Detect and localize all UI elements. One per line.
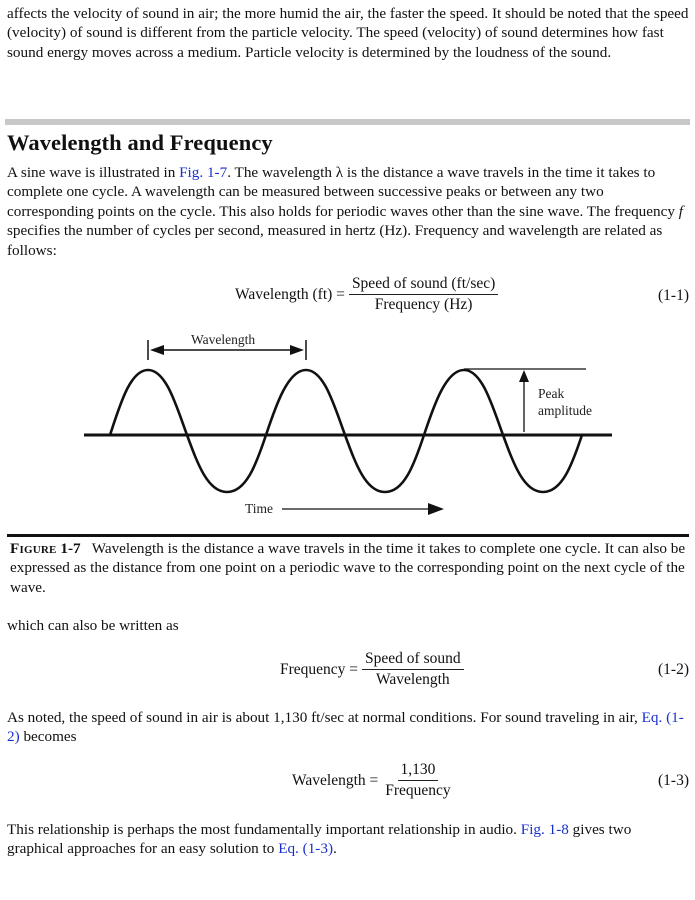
amplitude-label: amplitude: [538, 403, 592, 418]
fig-1-8-link[interactable]: Fig. 1-8: [520, 821, 569, 838]
wavelength-arrowhead-right: [290, 345, 304, 355]
wavelength-label: Wavelength: [191, 332, 256, 347]
peak-label: Peak: [538, 386, 565, 401]
wavelength-arrowhead-left: [150, 345, 164, 355]
eq1-lhs: Wavelength (ft) =: [235, 285, 345, 303]
eq1-number: (1-1): [658, 287, 689, 304]
figure-caption-number: 1-7: [60, 540, 81, 557]
figure-caption-label: Figure: [10, 540, 57, 557]
sine-wave-curve: [110, 370, 582, 492]
figure-caption-rule: [7, 534, 689, 537]
speed-paragraph: [7, 708, 691, 747]
eq-1-2-link[interactable]: Eq. (1-2): [7, 709, 684, 746]
eq1-denominator: Frequency (Hz): [374, 296, 473, 313]
section-title: Wavelength and Frequency: [7, 130, 273, 155]
eq3-numerator: 1,130: [398, 761, 439, 781]
speed-text-1: As noted, the speed of sound in air is about 1,130 ft/sec at normal conditions. For sound traveling in air,: [7, 709, 642, 726]
closing-paragraph: [7, 820, 691, 859]
intro-text-3: specifies the number of cycles per second, measured in hertz (Hz). Frequency and wavelength are related as follows:: [7, 222, 663, 259]
closing-text-3: .: [333, 840, 337, 858]
eq2-denominator: Wavelength: [376, 671, 450, 688]
peak-amplitude-arrowhead: [519, 370, 529, 382]
frequency-symbol: f: [678, 202, 683, 220]
eq2-number: (1-2): [658, 661, 689, 678]
eq1-fraction: [349, 275, 498, 314]
eq1-numerator: Speed of sound (ft/sec): [349, 275, 498, 295]
section-divider: [5, 119, 690, 125]
equation-1-1: [235, 275, 498, 314]
intro-paragraph: [7, 163, 691, 260]
equation-1-2: [280, 650, 464, 689]
speed-text-2: becomes: [19, 728, 77, 746]
figure-caption: [10, 539, 686, 597]
time-arrowhead: [428, 503, 444, 515]
closing-text-2: gives two graphical approaches for an easy solution to: [7, 821, 632, 858]
eq2-numerator: Speed of sound: [362, 650, 464, 670]
eq3-number: (1-3): [658, 772, 689, 789]
eq3-fraction: [382, 761, 453, 800]
equation-1-3: [292, 761, 454, 800]
eq2-lhs: Frequency =: [280, 660, 359, 678]
figure-1-7-sine-wave: [0, 320, 695, 532]
eq3-lhs: Wavelength =: [292, 771, 379, 789]
transition-text: which can also be written as: [7, 617, 179, 634]
eq2-fraction: [362, 650, 464, 689]
top-paragraph: affects the velocity of sound in air; the more humid the air, the faster the speed. It should be noted that the speed (velocity) of sound is different from the particle velocity. The speed (velocity) of sound determines how fast sound energy moves across a medium. Particle velocity is determined by the loudness of the sound.: [7, 5, 689, 61]
eq3-denominator: Frequency: [385, 782, 451, 799]
closing-text-1: This relationship is perhaps the most fundamentally important relationship in audio.: [7, 821, 521, 838]
fig-1-7-link[interactable]: Fig. 1-7: [179, 164, 228, 181]
figure-caption-text: Wavelength is the distance a wave travels in the time it takes to complete one cycle. It can also be expressed as the distance from one point on a periodic wave to the corresponding point on the next cycle of the wave.: [10, 540, 686, 596]
eq-1-3-link[interactable]: Eq. (1-3): [278, 840, 334, 858]
intro-text-1: A sine wave is illustrated in: [7, 164, 180, 181]
intro-text-2: . The wavelength λ is the distance a wave travels in the time it takes to complete one cycle. A wavelength can be measured between successive peaks or between any two corresponding points on the cycle. This also holds for periodic waves other than the sine wave. The frequency: [7, 164, 679, 220]
time-label: Time: [245, 501, 274, 516]
